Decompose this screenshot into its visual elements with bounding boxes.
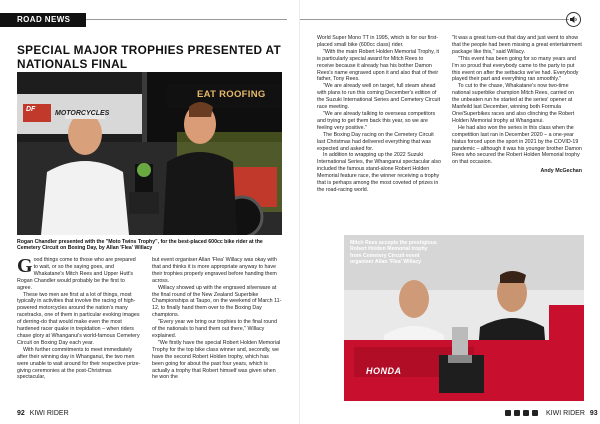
paragraph: "This event has been going for so many years and I'm so proud that everybody came to the party to put this event on after the setbacks we've had. Everybody played their part and everything ran smoothly." [452, 55, 579, 83]
social-icons [505, 410, 538, 416]
page-number: 92 [17, 410, 25, 417]
right-column-2 [452, 35, 582, 235]
youtube-icon[interactable] [532, 410, 538, 416]
left-column-1 [17, 257, 141, 407]
right-page [300, 0, 600, 424]
paragraph: He had also won the series in this class when the competition last ran in December 2020 – a one-year hiatus forced upon the sport in 2021 by the COVID-19 pandemic – although it was his younger brother Damon Rees who secured the Robert Holden Memorial trophy on that occasion. [452, 124, 582, 166]
section-rule [300, 19, 569, 20]
paragraph: "With the main Robert Holden Memorial Trophy, it is particularly special award for Mitch Rees to receive because it already has his bother Damon Rees's name engraved upon it and also that of their father, Tony Rees. [317, 48, 440, 83]
byline: Andy McGechan [540, 168, 582, 175]
section-tab: ROAD NEWS [0, 13, 86, 27]
drop-cap: G [17, 255, 33, 277]
paragraph: ood things come to those who are prepared to wait, or so the saying goes, and Whakatane's Mitch Rees and Upper Hutt's Rogan Chandler would probably be the first to agree. [17, 257, 136, 291]
paragraph: The Boxing Day racing on the Cemetery Circuit last Christmas had delivered everything that was expected and asked for. [317, 131, 434, 152]
article-headline: SPECIAL MAJOR TROPHIES PRESENTED AT NATIONALS FINAL [17, 43, 281, 71]
left-column-2 [152, 257, 282, 407]
section-rule [86, 19, 287, 20]
right-column-1 [317, 35, 441, 235]
folio-right [546, 410, 598, 417]
banner-roofing: EAT ROOFING [197, 89, 266, 100]
paragraph: To cut to the chase, Whakatane's now two-time national superbike champion Mitch Rees, carried on the unbeaten run he started at the series' opener at Manfeild last December, winning both Formula One/Superbikes races and also clinching the Robert Holden Memorial trophy at Whanganui. [452, 83, 575, 124]
paragraph: "Every year we bring our trophies to the final round of the nationals to hand them out there," Willacy explained. [152, 319, 278, 339]
instagram-icon[interactable] [514, 410, 520, 416]
photo1-caption: Rogan Chandler presented with the "Moto Twins Trophy", for the best-placed 600cc bike rider at the Cemetery Circuit on Boxing Day, by Allan 'Flea' Willacy [17, 239, 263, 252]
facebook-icon[interactable] [505, 410, 511, 416]
paragraph: "We are already talking to overseas competitors and trying to get them back this year, so we are feeling very positive." [317, 110, 436, 131]
paragraph: "It was a great turn-out that day and just went to show that the people had been missing a great entertainment package like this," said Willacy. [452, 35, 582, 55]
page-number: 93 [589, 410, 598, 417]
banner-logo-left: DF [26, 106, 36, 113]
bike-brand-label: HONDA [366, 366, 402, 376]
paragraph: Willacy showed up with the engraved silverware at the final round of the New Zealand Superbike Championships at Taupo, on the weekend of March 11-12, to finally hand them over to the Boxing Day champions. [152, 284, 282, 319]
paragraph: "We are already well on target, full steam ahead with plans to run this coming December's edition of the Suzuki International Series and Cemetery Circuit race meeting. [317, 83, 441, 111]
paragraph: In addition to wrapping up the 2022 Suzuki International Series, the Whanganui spectacular also included the famous stand-alone Robert Holden Memorial feature race, the winner receiving a trophy that is perhaps among the most coveted of prizes in the road-racing world. [317, 152, 441, 193]
paragraph: These two men are first at a lot of things, most typically in activities that involve the racing of high-powered motorcycles around the nation's many racetracks, one of them in particular evoking images of derring-do that would make even the most hardened racer quake in trepidation – when riders chase glory at Whanganui's world-famous Cemetery Circuit on Boxing Day each year. [17, 291, 140, 346]
paragraph: "We firstly have the special Robert Holden Memorial Trophy for the top bike class winner and, secondly, we have the second Robert Holden trophy, which has been going for about the past four years, which is actually a trophy that Robert himself was given when he won the [152, 339, 281, 381]
magazine-title: KIWI RIDER [29, 410, 69, 417]
magazine-title: KIWI RIDER [546, 410, 585, 417]
photo2-caption: Mitch Rees accepts the prestigious Robert Holden Memorial trophy from Cemetery Circuit event organiser Allan 'Flea' Willacy [350, 240, 437, 266]
paragraph: but event organiser Allan 'Flea' Willacy was okay with that and thinks it is more appropriate anyway to have their trophies properly engraved before handing them across. [152, 257, 277, 284]
photo-trophy-presentation [17, 72, 282, 235]
folio-left [17, 410, 69, 417]
banner-motorcycles: MOTORCYCLES [55, 110, 110, 117]
twitter-icon[interactable] [523, 410, 529, 416]
speaker-icon[interactable] [566, 12, 581, 27]
paragraph: With further commitments to meet immediately after their winning day in Whanganui, the two men were unable to wait around for their respective prize-giving ceremonies at the post-Christmas spectacular, [17, 346, 141, 381]
paragraph: World Super Mono TT in 1995, which is for our first-placed small bike (600cc class) rider. [317, 35, 438, 48]
